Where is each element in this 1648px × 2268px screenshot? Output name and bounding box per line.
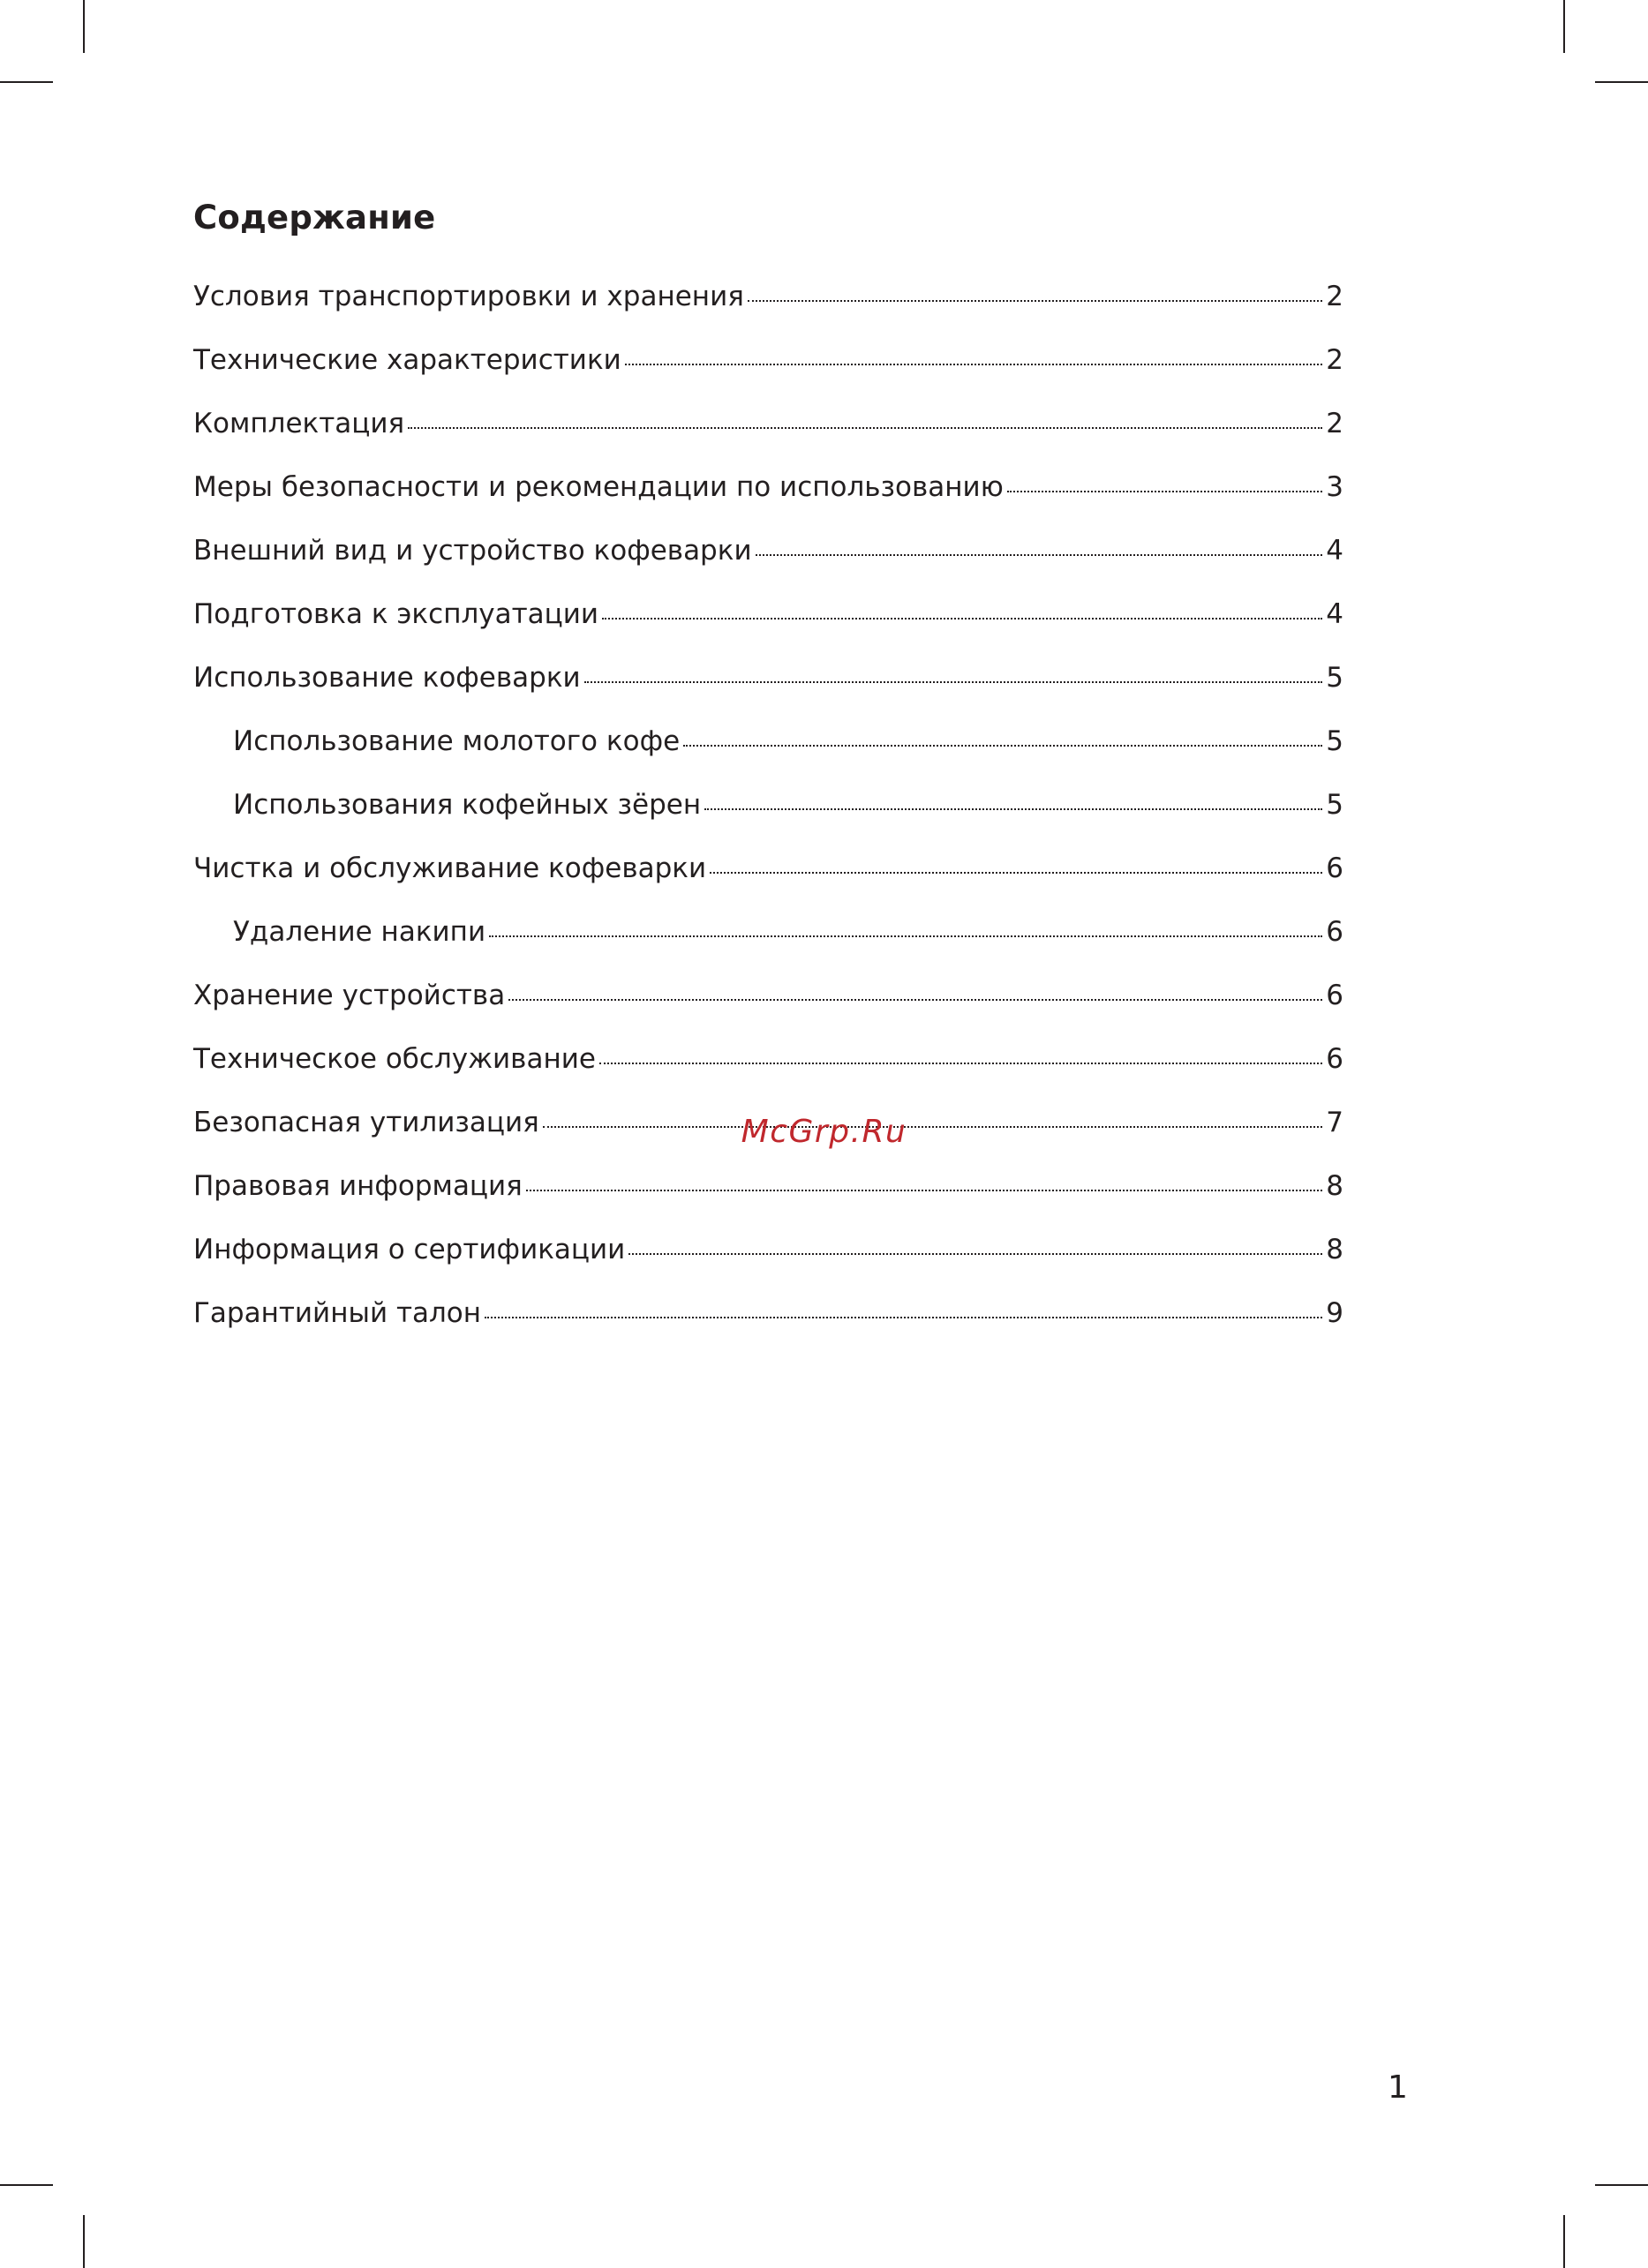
toc-entry-label: Хранение устройства bbox=[193, 980, 506, 1011]
toc-entry-page: 5 bbox=[1326, 789, 1343, 821]
toc-entry-label: Удаление накипи bbox=[233, 916, 486, 948]
toc-entry[interactable] bbox=[193, 964, 1343, 1027]
toc-entry-label: Использование кофеварки bbox=[193, 662, 581, 694]
toc-entry[interactable] bbox=[193, 1218, 1343, 1281]
toc-entry-page: 6 bbox=[1326, 980, 1343, 1011]
toc-entry[interactable] bbox=[193, 646, 1343, 710]
toc-entry[interactable] bbox=[193, 455, 1343, 519]
toc-dot-leader bbox=[1007, 491, 1322, 492]
toc-entry-label: Комплектация bbox=[193, 408, 405, 439]
toc-entry-label: Использования кофейных зёрен bbox=[233, 789, 702, 821]
toc-entry[interactable] bbox=[193, 773, 1343, 837]
watermark: McGrp.Ru bbox=[741, 1114, 907, 1150]
toc-entry[interactable] bbox=[193, 1154, 1343, 1218]
toc-dot-leader bbox=[599, 1063, 1322, 1064]
toc-dot-leader bbox=[628, 1253, 1322, 1255]
toc-entry-page: 4 bbox=[1326, 535, 1343, 567]
toc-dot-leader bbox=[584, 681, 1323, 683]
toc-dot-leader bbox=[625, 364, 1322, 365]
page-number: 1 bbox=[1388, 2069, 1408, 2106]
toc-entry-label: Меры безопасности и рекомендации по использованию bbox=[193, 471, 1004, 503]
crop-mark-bottom-left bbox=[0, 2184, 53, 2186]
toc-entry-page: 4 bbox=[1326, 598, 1343, 630]
toc-entry[interactable] bbox=[193, 710, 1343, 773]
toc-entry-label: Условия транспортировки и хранения bbox=[193, 281, 744, 312]
toc-entry-label: Информация о сертификации bbox=[193, 1234, 626, 1265]
toc-entry-label: Подготовка к эксплуатации bbox=[193, 598, 599, 630]
toc-entry[interactable] bbox=[193, 1281, 1343, 1345]
crop-mark-top-right bbox=[1595, 81, 1648, 83]
toc-entry-page: 5 bbox=[1326, 662, 1343, 694]
toc-dot-leader bbox=[756, 554, 1323, 556]
crop-mark-top-left bbox=[0, 81, 53, 83]
crop-mark-bottom-right bbox=[1563, 2215, 1565, 2268]
toc-entry-label: Безопасная утилизация bbox=[193, 1107, 539, 1138]
toc-dot-leader bbox=[489, 935, 1322, 937]
toc-entry-label: Правовая информация bbox=[193, 1170, 523, 1202]
toc-entry-page: 7 bbox=[1326, 1107, 1343, 1138]
toc-entry[interactable] bbox=[193, 1027, 1343, 1091]
toc-entry-label: Внешний вид и устройство кофеварки bbox=[193, 535, 752, 567]
crop-mark-top-left bbox=[83, 0, 85, 53]
toc-entry-page: 6 bbox=[1326, 1043, 1343, 1075]
toc-dot-leader bbox=[710, 872, 1322, 874]
toc-list bbox=[193, 265, 1343, 1345]
toc-title: Содержание bbox=[193, 199, 436, 237]
toc-dot-leader bbox=[602, 618, 1322, 620]
toc-entry-page: 6 bbox=[1326, 916, 1343, 948]
toc-dot-leader bbox=[683, 745, 1322, 747]
toc-dot-leader bbox=[485, 1317, 1322, 1318]
crop-mark-bottom-right bbox=[1595, 2184, 1648, 2186]
toc-entry[interactable] bbox=[193, 582, 1343, 646]
toc-entry[interactable] bbox=[193, 265, 1343, 328]
toc-dot-leader bbox=[704, 808, 1322, 810]
toc-entry-label: Технические характеристики bbox=[193, 344, 621, 376]
toc-entry-page: 6 bbox=[1326, 852, 1343, 884]
crop-mark-bottom-left bbox=[83, 2215, 85, 2268]
toc-entry[interactable] bbox=[193, 900, 1343, 964]
toc-entry-page: 2 bbox=[1326, 408, 1343, 439]
toc-entry-page: 9 bbox=[1326, 1297, 1343, 1329]
toc-entry-page: 8 bbox=[1326, 1234, 1343, 1265]
toc-entry-page: 2 bbox=[1326, 281, 1343, 312]
toc-dot-leader bbox=[408, 427, 1322, 429]
toc-entry-label: Использование молотого кофе bbox=[233, 725, 681, 757]
toc-dot-leader bbox=[508, 999, 1322, 1001]
toc-entry-page: 8 bbox=[1326, 1170, 1343, 1202]
toc-entry[interactable] bbox=[193, 519, 1343, 582]
toc-entry[interactable] bbox=[193, 392, 1343, 455]
crop-mark-top-right bbox=[1563, 0, 1565, 53]
toc-entry-label: Чистка и обслуживание кофеварки bbox=[193, 852, 707, 884]
toc-dot-leader bbox=[526, 1190, 1322, 1191]
toc-entry-page: 5 bbox=[1326, 725, 1343, 757]
toc-entry-page: 3 bbox=[1326, 471, 1343, 503]
toc-entry-label: Гарантийный талон bbox=[193, 1297, 482, 1329]
toc-entry[interactable] bbox=[193, 837, 1343, 900]
toc-entry[interactable] bbox=[193, 328, 1343, 392]
toc-entry-label: Техническое обслуживание bbox=[193, 1043, 596, 1075]
toc-dot-leader bbox=[748, 300, 1322, 302]
toc-entry-page: 2 bbox=[1326, 344, 1343, 376]
